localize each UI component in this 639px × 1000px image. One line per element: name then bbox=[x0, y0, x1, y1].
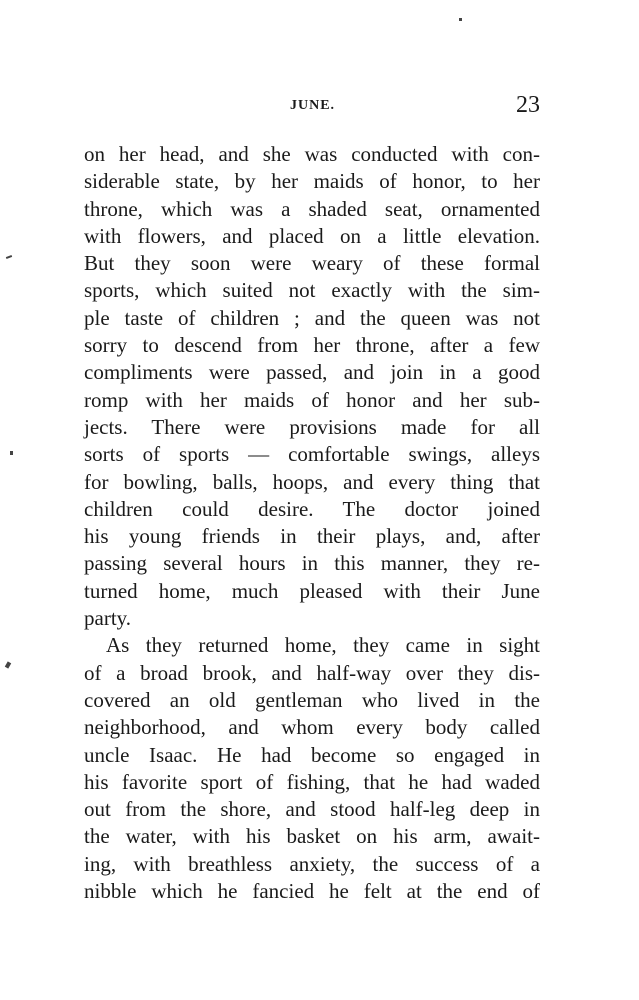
text-line: ing, with breathless anxiety, the success of a bbox=[84, 851, 540, 876]
text-line: siderable state, by her maids of honor, to her bbox=[84, 169, 540, 194]
text-line: As they returned home, they came in sight bbox=[106, 633, 540, 658]
text-line: uncle Isaac. He had become so engaged in bbox=[84, 742, 540, 767]
text-line: ple taste of children ; and the queen was not bbox=[84, 305, 540, 330]
text-line: jects. There were provisions made for all bbox=[84, 414, 540, 439]
text-line: his young friends in their plays, and, after bbox=[84, 524, 540, 549]
paragraph-1 bbox=[84, 141, 540, 632]
text-line: children could desire. The doctor joined bbox=[84, 496, 540, 521]
margin-speck bbox=[5, 661, 11, 668]
text-line: nibble which he fancied he felt at the end of bbox=[84, 879, 540, 904]
margin-speck bbox=[459, 18, 462, 21]
margin-speck bbox=[6, 255, 12, 259]
text-line: party. bbox=[84, 606, 132, 631]
text-line: sorry to descend from her throne, after a few bbox=[84, 333, 540, 358]
text-line: covered an old gentleman who lived in the bbox=[84, 687, 540, 712]
text-line: turned home, much pleased with their June bbox=[84, 578, 540, 603]
text-line: sports, which suited not exactly with the sim- bbox=[84, 278, 540, 303]
text-line: of a broad brook, and half-way over they dis- bbox=[84, 660, 540, 685]
text-line: sorts of sports — comfortable swings, alleys bbox=[84, 442, 540, 467]
text-line: romp with her maids of honor and her sub- bbox=[84, 387, 540, 412]
body-text bbox=[84, 141, 540, 905]
paragraph-2 bbox=[84, 632, 540, 905]
text-line: the water, with his basket on his arm, await- bbox=[84, 824, 540, 849]
text-line: his favorite sport of fishing, that he had waded bbox=[84, 769, 540, 794]
text-line: neighborhood, and whom every body called bbox=[84, 715, 540, 740]
text-line: throne, which was a shaded seat, ornamented bbox=[84, 196, 540, 221]
text-line: passing several hours in this manner, they re- bbox=[84, 551, 540, 576]
running-title: JUNE. bbox=[290, 98, 336, 113]
text-line: for bowling, balls, hoops, and every thing that bbox=[84, 469, 540, 494]
text-line: But they soon were weary of these formal bbox=[84, 251, 540, 276]
text-line: with flowers, and placed on a little elevation. bbox=[84, 223, 540, 248]
running-head bbox=[84, 92, 540, 122]
margin-speck bbox=[10, 451, 13, 455]
page-number: 23 bbox=[516, 92, 540, 118]
text-line: out from the shore, and stood half-leg deep in bbox=[84, 797, 540, 822]
text-line: on her head, and she was conducted with con- bbox=[84, 142, 540, 166]
text-line: compliments were passed, and join in a good bbox=[84, 360, 540, 385]
